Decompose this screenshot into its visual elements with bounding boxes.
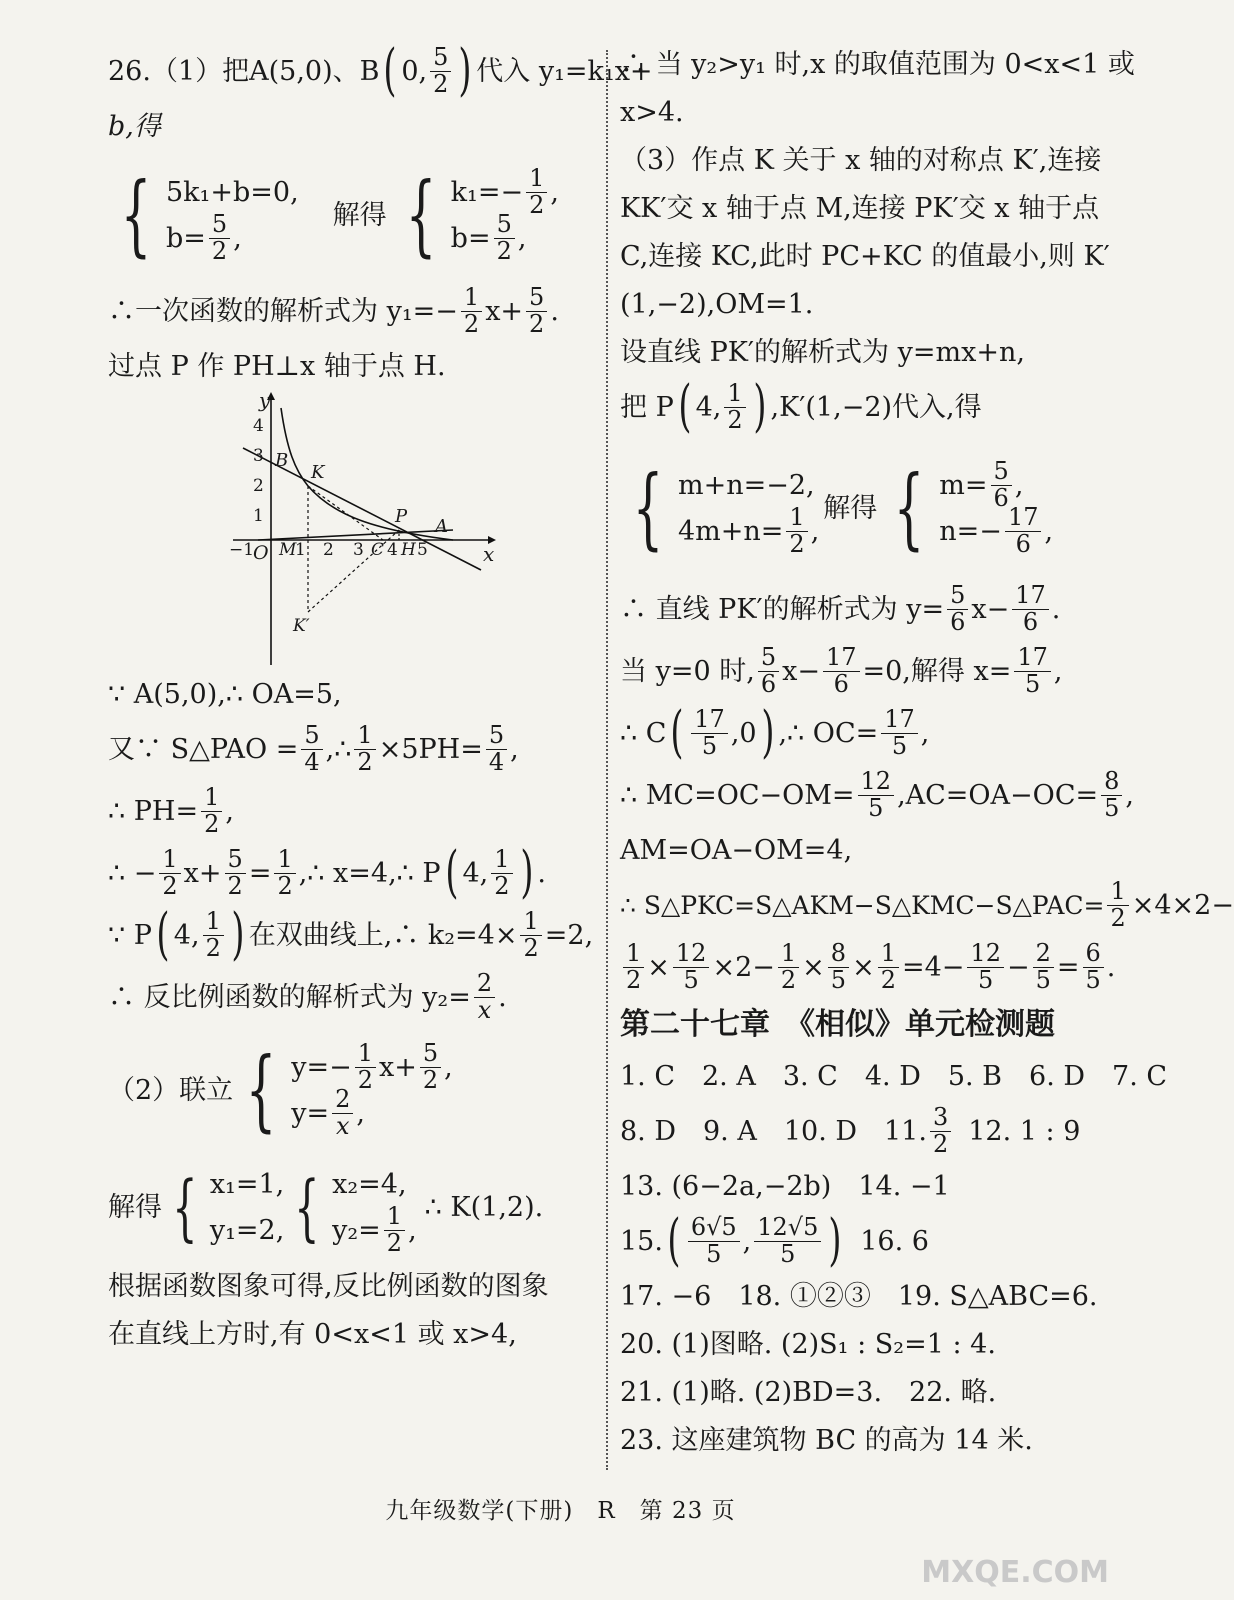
tick-label: 2 — [253, 476, 264, 496]
tick-label: 5 — [417, 540, 428, 560]
watermark: MXQE.COM — [921, 1555, 1109, 1590]
tick-label: 1 — [295, 540, 306, 560]
text: 代入 y₁=k₁x+ — [476, 55, 653, 87]
answer-line: 17. −6 18. ①②③ 19. S△ABC=6. — [620, 1280, 1098, 1312]
tick-label: 4 — [387, 540, 398, 560]
ph-line: ∴ PH= $\frac{1}{2}$ , — [108, 783, 234, 838]
mc-line: ∴ MC=OC−OM= $\frac{12}{5}$ ,AC=OA−OC= $\frac{8}{5}$ , — [620, 767, 1134, 822]
equation: 5k₁+b=0, — [166, 176, 299, 208]
point-label: K — [311, 462, 325, 483]
left-column — [108, 38, 653, 1358]
answer-line: 20. (1)图略. (2)S₁ : S₂=1 : 4. — [620, 1328, 996, 1360]
brace: { — [405, 163, 437, 266]
point-label: H — [401, 540, 416, 560]
point-label: P — [395, 506, 408, 527]
text-line: AM=OA−OM=4, — [620, 834, 853, 866]
area-pkc-line: ∴ S△PKC=S△AKM−S△KMC−S△PAC= $\frac{1}{2}$ ×4×2− — [620, 877, 1234, 932]
origin-label: O — [253, 542, 269, 564]
text-line: x>4. — [620, 96, 684, 128]
answer-line: 8. D 9. A 10. D 11. $\frac{3}{2}$ 12. 1 : 9 — [620, 1103, 1081, 1158]
text-line: 在直线上方时,有 0<x<1 或 x>4, — [108, 1318, 517, 1350]
equation: b= $\frac{5}{2}$ , — [450, 210, 527, 265]
paren: ) — [458, 38, 472, 103]
tick-label: 4 — [253, 416, 264, 436]
answer-line: 23. 这座建筑物 BC 的高为 14 米. — [620, 1424, 1033, 1456]
text-line: 根据函数图象可得,反比例函数的图象 — [108, 1270, 549, 1302]
tick-label: 1 — [253, 506, 264, 526]
equation: b= $\frac{5}{2}$ , — [166, 210, 242, 265]
point-label: C — [371, 540, 385, 560]
point-label: A — [435, 516, 448, 537]
graph-svg — [223, 390, 523, 670]
point-label: M — [279, 540, 297, 560]
inverse-result: ∴ 反比例函数的解析式为 y₂= $\frac{2}{x}$ . — [108, 969, 507, 1024]
y-axis-label: y — [259, 388, 271, 412]
text-line: 设直线 PK′的解析式为 y=mx+n, — [620, 336, 1025, 368]
system-2: （2）联立 { y=− $\frac{1}{2}$ x+ $\frac{5}{2}$ , y= $\frac{2}{x}$ , — [108, 1038, 453, 1141]
system-2-solution: 解得 { x₁=1, y₁=2, { x₂=4, y₂= $\frac{1}{2}$ , ∴ K(1,2). — [108, 1165, 544, 1257]
line-pk-result: ∴ 直线 PK′的解析式为 y= $\frac{5}{6}$ x− $\frac{17}{6}$ . — [620, 581, 1061, 636]
text: 26.（1）把A(5,0)、B — [108, 55, 380, 87]
text-line: b,得 — [108, 110, 161, 142]
brace: { — [120, 163, 152, 266]
area-line: 又∵ S△PAO = $\frac{5}{4}$ ,∴ $\frac{1}{2}$ ×5PH= $\frac{5}{4}$ , — [108, 721, 519, 776]
fraction: $\frac{5}{2}$ — [430, 45, 451, 96]
text-line: ∴ 当 y₂>y₁ 时,x 的取值范围为 0<x<1 或 — [620, 48, 1135, 80]
text-line: C,连接 KC,此时 PC+KC 的值最小,则 K′ — [620, 240, 1110, 272]
column-divider — [606, 50, 608, 1470]
area-calc-line: $\frac{1}{2}$ × $\frac{12}{5}$ ×2− $\frac{1}{2}$ × $\frac{8}{5}$ × $\frac{1}{2}$ =4− $\frac{12}{5}$ − $\frac{2}{5}$ = $\frac{6}{5}$ . — [620, 936, 1100, 998]
answer-line: 13. (6−2a,−2b) 14. −1 — [620, 1170, 950, 1202]
linear-result: ∴一次函数的解析式为 y₁=− $\frac{1}{2}$ x+ $\frac{5}{2}$ . — [108, 283, 559, 338]
system-1 — [108, 150, 603, 280]
page-footer: 九年级数学(下册) R 第 23 页 — [385, 1498, 736, 1524]
x-axis-label: x — [483, 542, 495, 566]
k2-line: ∵ P ( 4, $\frac{1}{2}$ ) 在双曲线上,∴ k₂=4× $\frac{1}{2}$ =2, — [108, 902, 594, 967]
problem-26-intro: 26.（1）把A(5,0)、B ( 0, $\frac{5}{2}$ ) 代入 y₁=k₁x+ — [108, 38, 653, 103]
c-line: ∴ C ( $\frac{17}{5}$ , 0 ) ,∴ OC= $\frac{17}{5}$ , — [620, 700, 930, 765]
point-label: K′ — [293, 616, 310, 636]
tick-label: 3 — [353, 540, 364, 560]
paren: ( — [383, 38, 397, 103]
substitute-line: 把 P ( 4, $\frac{1}{2}$ ) ,K′(1,−2)代入,得 — [620, 374, 982, 439]
function-graph — [223, 390, 523, 670]
text-line: KK′交 x 轴于点 M,连接 PK′交 x 轴于点 — [620, 192, 1100, 224]
text: 解得 — [332, 199, 387, 231]
tick-label: 3 — [253, 446, 264, 466]
text-line: 过点 P 作 PH⊥x 轴于点 H. — [108, 350, 446, 382]
zero-line: 当 y=0 时, $\frac{5}{6}$ x− $\frac{17}{6}$ =0,解得 x= $\frac{17}{5}$ , — [620, 643, 1063, 698]
right-column — [620, 40, 1234, 1464]
text-line: ∵ A(5,0),∴ OA=5, — [108, 678, 342, 710]
answer-line: 1. C 2. A 3. C 4. D 5. B 6. D 7. C — [620, 1060, 1168, 1092]
p-line: ∴ − $\frac{1}{2}$ x+ $\frac{5}{2}$ = $\frac{1}{2}$ ,∴ x=4,∴ P ( 4, $\frac{1}{2}$ ) . — [108, 840, 546, 905]
tick-label: 2 — [323, 540, 334, 560]
text-line: （3）作点 K 关于 x 轴的对称点 K′,连接 — [620, 144, 1102, 176]
answer-line: 15. ( $\frac{6√5}{5}$ , $\frac{12√5}{5}$ ) 16. 6 — [620, 1208, 929, 1273]
text-line: (1,−2),OM=1. — [620, 288, 814, 320]
chapter-heading: 第二十七章 《相似》单元检测题 — [620, 1007, 1055, 1042]
system-3: { m+n=−2, 4m+n= $\frac{1}{2}$ , 解得 { m= $\frac{5}{6}$ , n=− $\frac{17}{6}$ , — [632, 456, 1054, 559]
equation: k₁=− $\frac{1}{2}$ , — [450, 164, 559, 219]
point-label: B — [275, 450, 289, 471]
answer-line: 21. (1)略. (2)BD=3. 22. 略. — [620, 1376, 997, 1408]
tick-label: −1 — [229, 540, 255, 560]
